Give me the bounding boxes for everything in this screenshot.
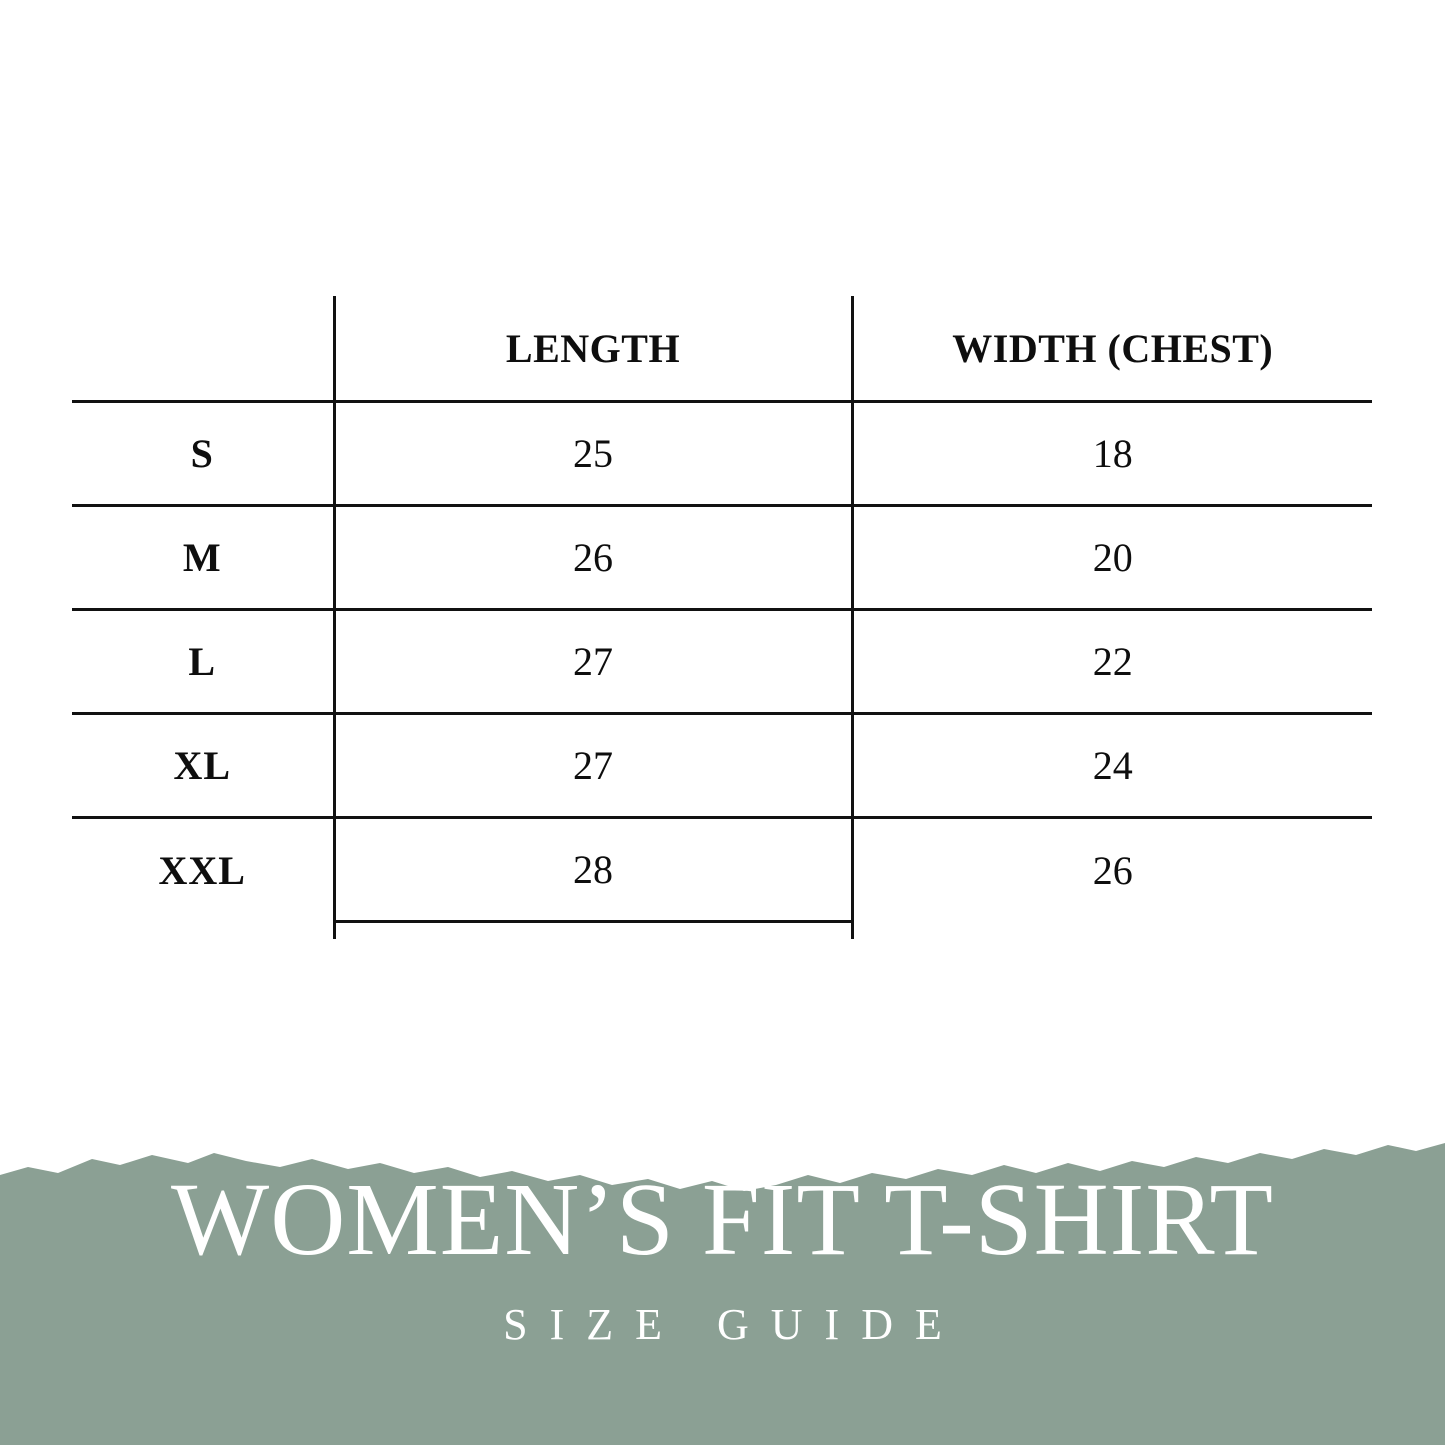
cell-width: 18	[852, 402, 1372, 506]
cell-length: 25	[334, 402, 852, 506]
cell-size: L	[72, 610, 334, 714]
rule-tail-size	[72, 922, 334, 940]
table-body	[72, 402, 1372, 940]
cell-size: M	[72, 506, 334, 610]
banner-subtitle: SIZE GUIDE	[503, 1300, 964, 1350]
rule-tail-width	[852, 922, 1372, 940]
table-header	[72, 296, 1372, 402]
column-header-length: LENGTH	[334, 296, 852, 402]
bottom-banner	[0, 1115, 1445, 1445]
table-row	[72, 402, 1372, 506]
cell-width: 20	[852, 506, 1372, 610]
cell-length: 27	[334, 714, 852, 818]
cell-width: 22	[852, 610, 1372, 714]
cell-size: XL	[72, 714, 334, 818]
rule-tail-length	[334, 922, 852, 940]
size-table	[72, 296, 1372, 939]
cell-size: XXL	[72, 818, 334, 922]
cell-length: 26	[334, 506, 852, 610]
column-header-width: WIDTH (CHEST)	[952, 325, 1274, 371]
banner-text-block	[0, 1115, 1445, 1445]
banner-title: WOMEN’S FIT T-SHIRT	[171, 1162, 1274, 1277]
column-header-size	[72, 296, 334, 402]
table-header-row	[72, 296, 1372, 402]
cell-size: S	[72, 402, 334, 506]
size-table-container	[72, 296, 1372, 939]
table-row	[72, 818, 1372, 922]
cell-length: 28	[334, 818, 852, 922]
table-row	[72, 506, 1372, 610]
cell-length: 27	[334, 610, 852, 714]
table-row	[72, 610, 1372, 714]
table-rule-tail	[72, 922, 1372, 940]
cell-width: 24	[852, 714, 1372, 818]
table-row	[72, 714, 1372, 818]
cell-width: 26	[852, 818, 1372, 922]
